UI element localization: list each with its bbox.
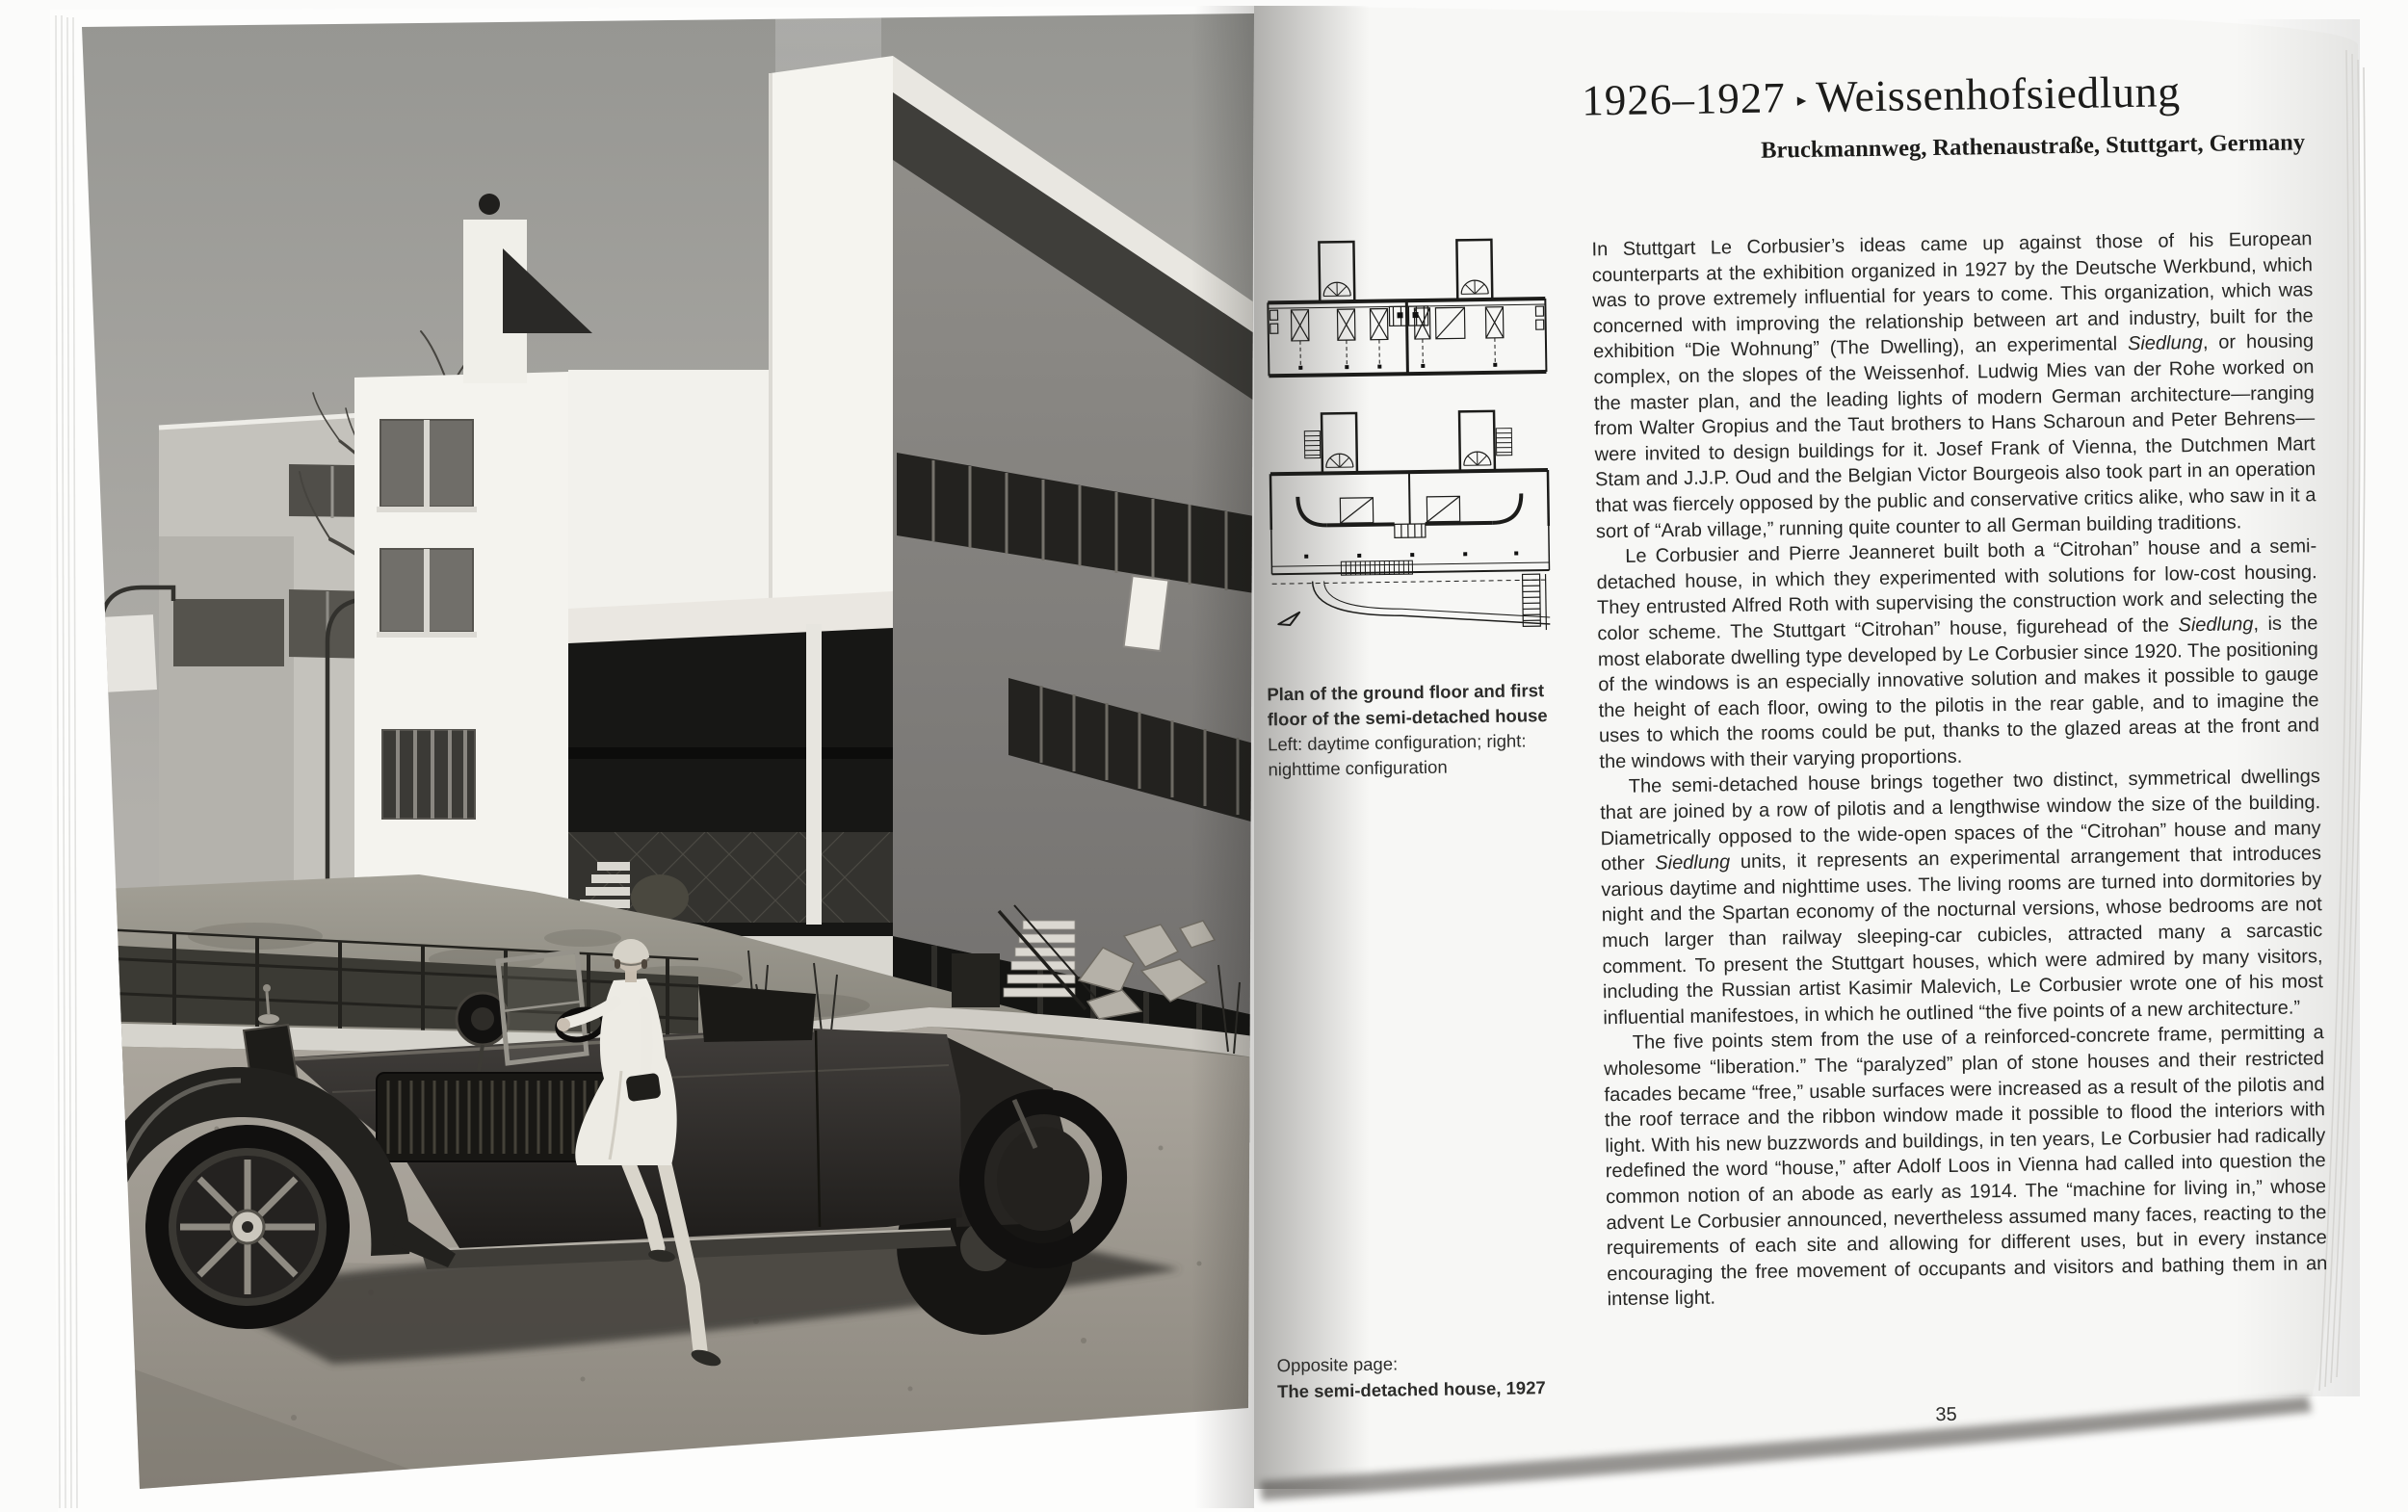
body-paragraph: The semi-detached house brings together two distinct, symmetrical dwellings that are joined by a row of pilotis and a lengthwise window the size of the building. Diametrically opposed to the wide-open spaces of the “Citrohan” house and many other Siedlung units, it represents an experimental arrangement that introduces various daytime and nighttime uses. The living rooms are turned into dormitories by night and the Spartan economy of the nocturnal versions, whose bedrooms are not much larger than railway sleeping-car cubicles, attracted many a sarcastic comment. To present the Stuttgart houses, which were admired by many visitors, including the Russian artist Kasimir Malevich, Le Corbusier wrote one of his most influential manifestoes, in which he outlined “the five points of a new architecture.” bbox=[1600, 766, 2324, 1030]
floor-plan-top bbox=[1267, 239, 1546, 376]
floor-plan-figure bbox=[1260, 229, 1557, 655]
chapter-title bbox=[1582, 65, 2181, 125]
figure-caption bbox=[1267, 678, 1563, 783]
floor-plan-bottom bbox=[1269, 410, 1550, 634]
figure-caption-regular: Left: daytime configuration; right: nighttime configuration bbox=[1267, 730, 1527, 780]
north-arrow-icon bbox=[1278, 613, 1299, 625]
opposite-caption-title: The semi-detached house, 1927 bbox=[1276, 1377, 1546, 1402]
title-name: Weissenhofsiedlung bbox=[1815, 66, 2181, 121]
body-paragraph: Le Corbusier and Pierre Jeanneret built both a “Citrohan” house and a semi-detached house, in which they experimented with solutions for low-cost housing. They entrusted Alfred Roth with supervising the construction work and selecting the color scheme. The Stuttgart “Citrohan” house, figurehead of the Siedlung, is the most elaborate dwelling type developed by Le Corbusier since 1920. The positioning of the windows is an especially innovative solution and makes it possible to gauge the height of each floor, owing to the pilotis in the rear gable, and to imagine the uses to which the rooms could be put, thanks to the glazed areas at the front and the windows with their varying proportions. bbox=[1596, 535, 2320, 773]
body-text-column bbox=[1591, 226, 2327, 1313]
opposite-page-caption bbox=[1276, 1348, 1572, 1405]
page-number: 35 bbox=[1935, 1403, 1957, 1426]
opposite-caption-intro: Opposite page: bbox=[1276, 1353, 1399, 1376]
figure-caption-bold: Plan of the ground floor and first floor of the semi-detached house bbox=[1267, 680, 1548, 730]
body-paragraph: In Stuttgart Le Corbusier’s ideas came up against those of his European counterparts at the exhibition organized in 1927 by the Deutsche Werkbund, which was to prove extremely influential for years to come. This organization, which was concerned with improving the relationship between art and industry, built for the exhibition “Die Wohnung” (The Dwelling), an experimental Siedlung, or housing complex, on the slopes of the Weissenhof. Ludwig Mies van der Rohe worked on the master plan, and the leading lights of modern German architecture—ranging from Walter Gropius and the Taut brothers to Hans Scharoun and Peter Behrens—were invited to design buildings for it. Josef Frank of Vienna, the Dutchmen Mart Stam and J.J.P. Oud and the Belgian Victor Bourgeois also took part in an operation that was fiercely opposed by the public and conservative critics alike, who saw in it a sort of “Arab village,” running quite counter to all German building traditions. bbox=[1591, 228, 2316, 542]
title-separator-triangle-icon: ▸ bbox=[1796, 90, 1807, 112]
body-paragraph: The five points stem from the use of a reinforced-concrete frame, permitting a wholesome “liberation.” The “paralyzed” plan of stone houses and their restricted facades became “free,” usable surfaces were increased as a result of the pilotis and the roof terrace and the ribbon window made it possible to flood the interiors with light. With his new buzzwords and buildings, in ten years, Le Corbusier had radically redefined the word “house,” after Adolf Loos in Vienna had called into question the common notion of an abode as early as 1914. The “machine for living in,” whose advent Le Corbusier announced, nevertheless assumed many faces, reacting to the requirements of each site and allowing for different uses, but in every instance encouraging the free movement of occupants and visitors and bathing them in an intense light. bbox=[1604, 1022, 2328, 1311]
title-subtitle-address: Bruckmannweg, Rathenaustraße, Stuttgart, Germany bbox=[1760, 129, 2306, 164]
title-years: 1926–1927 bbox=[1581, 73, 1787, 125]
